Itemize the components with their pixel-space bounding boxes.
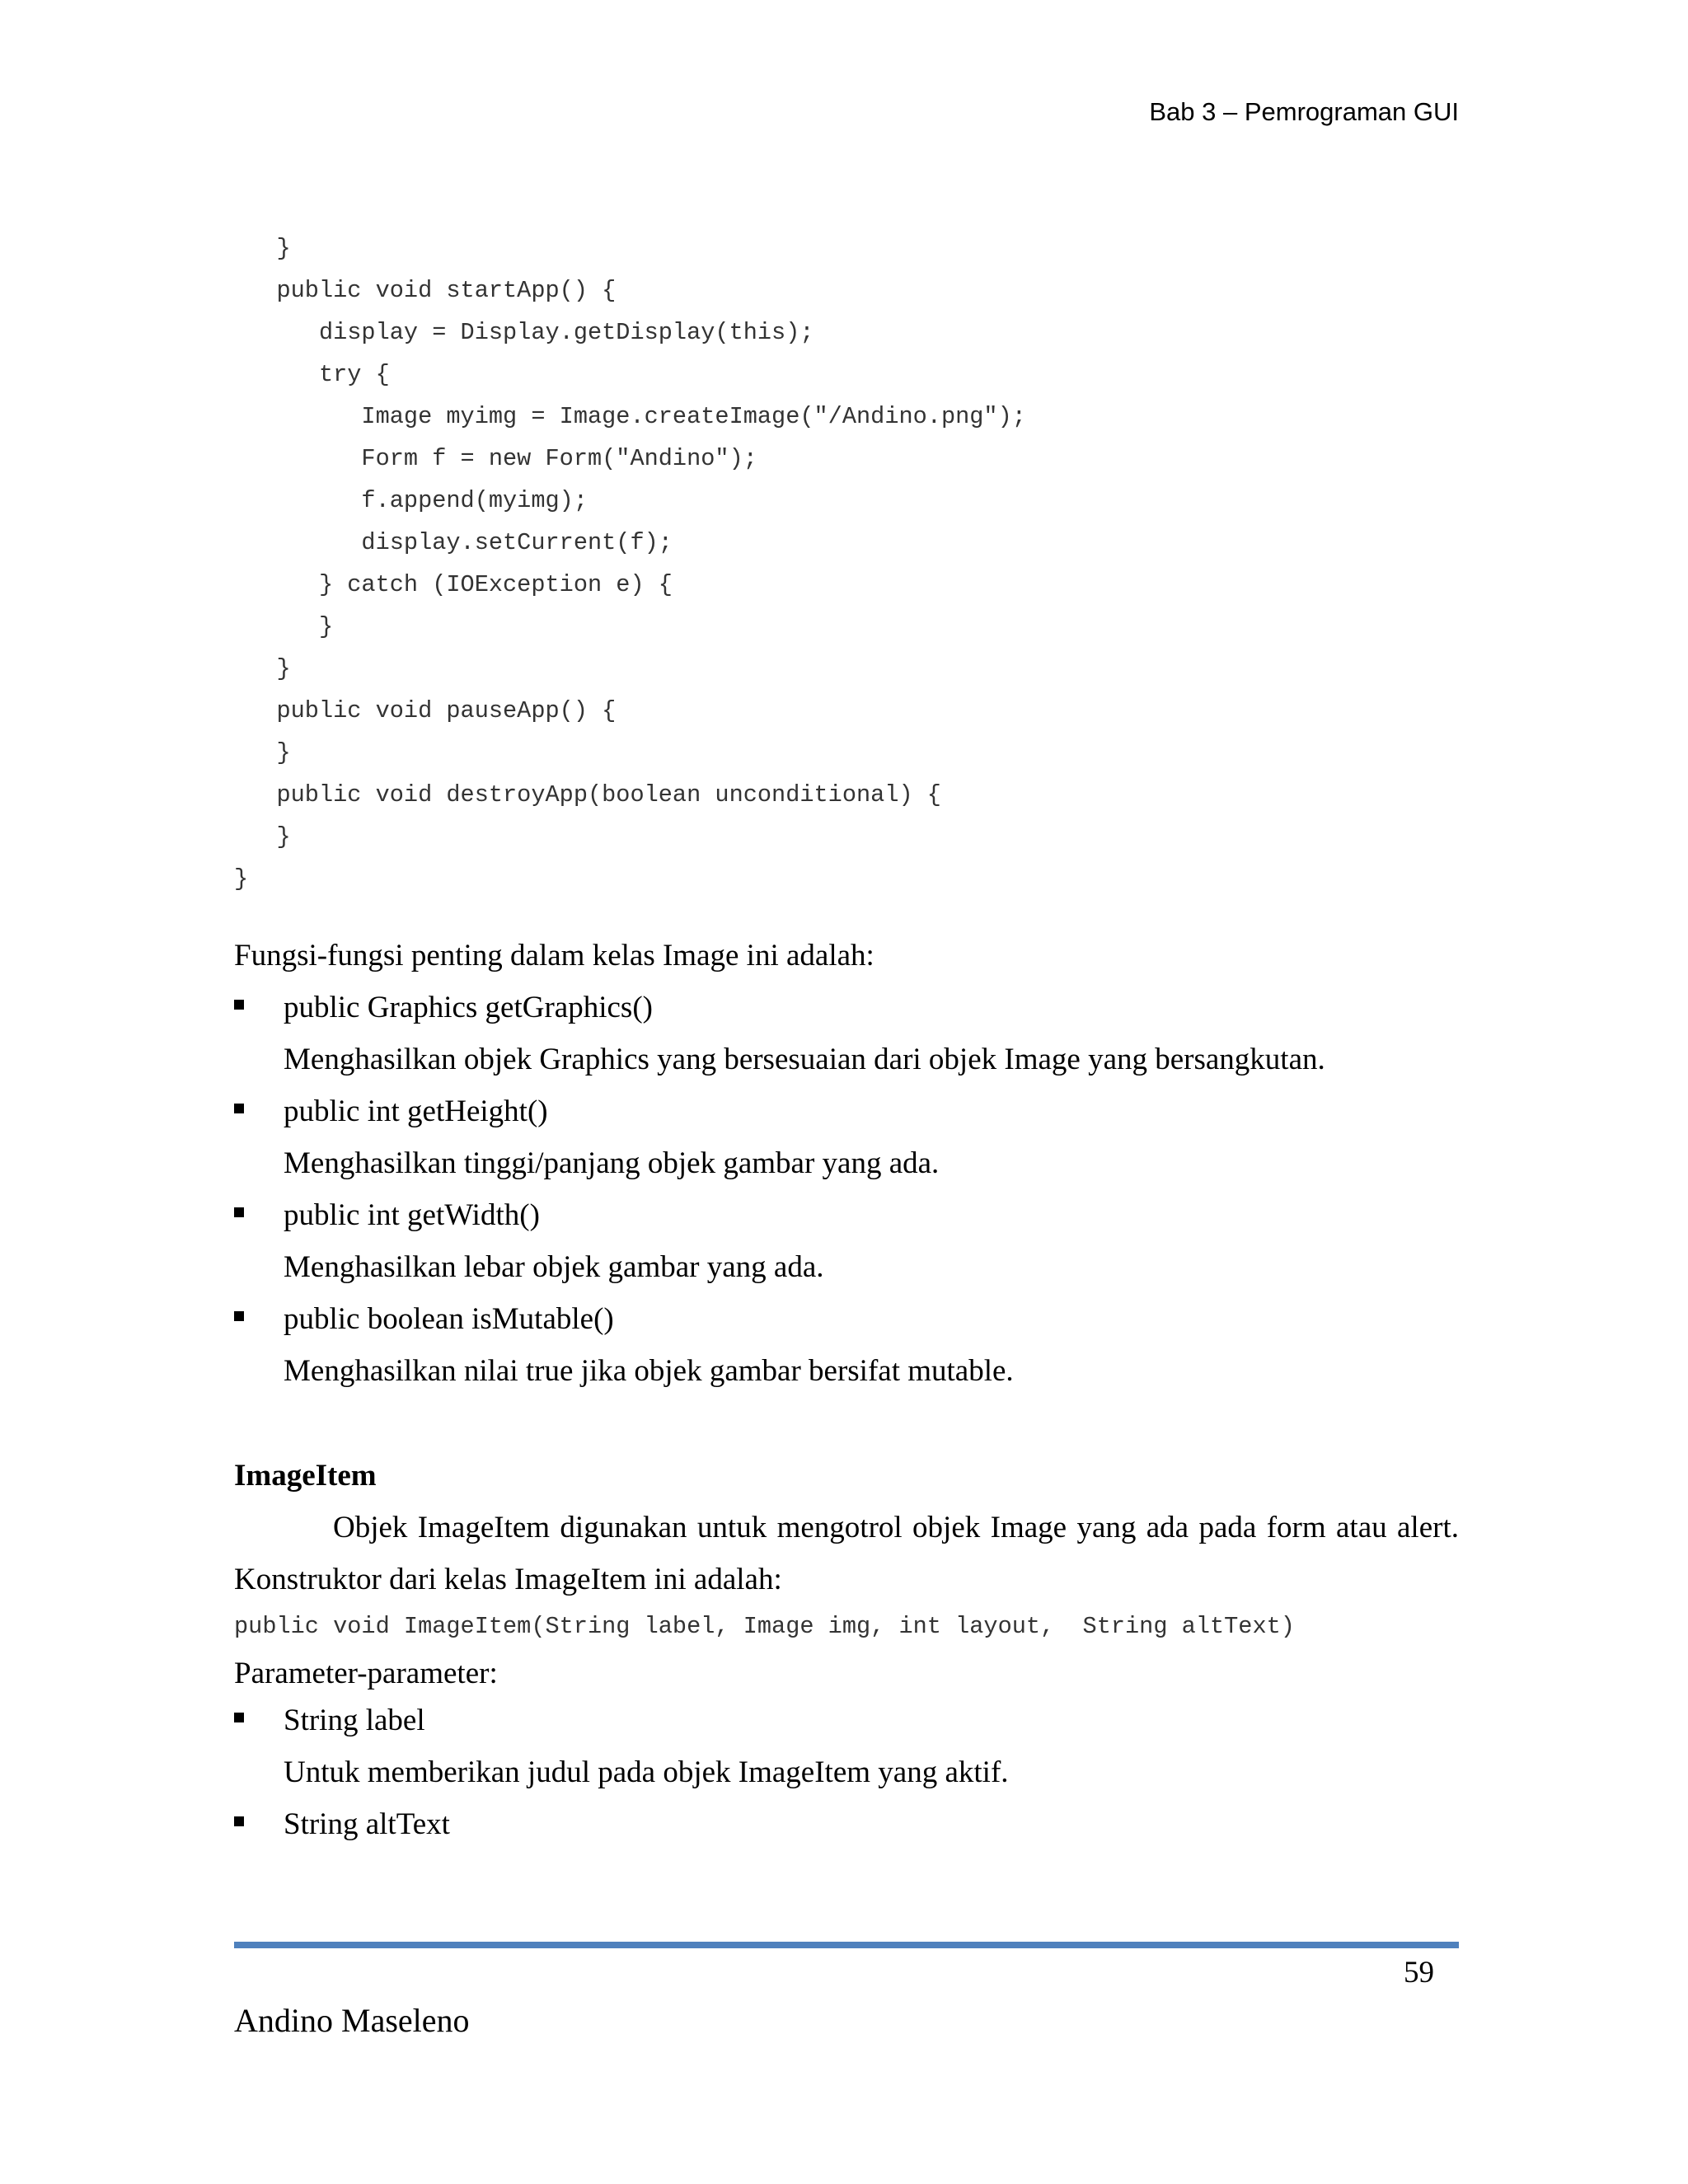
constructor-signature: public void ImageItem(String label, Image img, int layout, String altText) — [234, 1613, 1295, 1640]
code-line: f.append(myimg); — [234, 487, 588, 514]
param-description: Untuk memberikan judul pada objek ImageItem yang aktif. — [284, 1755, 1009, 1789]
functions-intro: Fungsi-fungsi penting dalam kelas Image ini adalah: — [234, 939, 874, 972]
function-signature: public int getWidth() — [284, 1198, 540, 1232]
section-heading: ImageItem — [234, 1459, 377, 1493]
square-bullet-icon — [234, 1816, 244, 1826]
paragraph-line: Objek ImageItem digunakan untuk mengotrol objek Image yang ada pada form atau alert. — [333, 1511, 1459, 1544]
square-bullet-icon — [234, 1713, 244, 1722]
function-description: Menghasilkan tinggi/panjang objek gambar yang ada. — [284, 1146, 940, 1180]
spacer — [234, 1407, 1459, 1460]
params-intro: Parameter-parameter: — [234, 1657, 498, 1690]
function-signature: public Graphics getGraphics() — [284, 991, 653, 1024]
function-description: Menghasilkan objek Graphics yang bersesuaian dari objek Image yang bersangkutan. — [284, 1043, 1325, 1076]
square-bullet-icon — [234, 1000, 244, 1010]
code-line: } catch (IOException e) { — [234, 571, 673, 598]
code-line: Image myimg = Image.createImage("/Andino.png"); — [234, 403, 1026, 430]
list-item — [234, 1199, 1459, 1251]
list-item — [234, 991, 1459, 1043]
code-line: } — [234, 613, 334, 640]
function-signature: public int getHeight() — [284, 1094, 548, 1128]
square-bullet-icon — [234, 1311, 244, 1321]
footer-rule — [234, 1942, 1459, 1948]
code-line: try { — [234, 361, 390, 388]
code-line: public void startApp() { — [234, 277, 617, 304]
code-line: Form f = new Form("Andino"); — [234, 445, 757, 472]
param-name: String label — [284, 1704, 425, 1737]
code-line: } — [234, 655, 291, 682]
code-line: } — [234, 865, 249, 893]
code-line: } — [234, 235, 291, 262]
list-item — [234, 1704, 1459, 1756]
function-description: Menghasilkan lebar objek gambar yang ada. — [284, 1250, 824, 1284]
code-block — [234, 232, 1470, 905]
code-line: public void destroyApp(boolean unconditional) { — [234, 781, 941, 808]
code-line: display = Display.getDisplay(this); — [234, 319, 814, 346]
body-text — [234, 940, 1459, 1860]
list-item — [234, 1303, 1459, 1355]
code-line: } — [234, 823, 291, 851]
list-item — [234, 1095, 1459, 1147]
paragraph-line: Konstruktor dari kelas ImageItem ini adalah: — [234, 1563, 782, 1596]
page-number: 59 — [1404, 1956, 1434, 1990]
code-line: } — [234, 739, 291, 766]
code-line: public void pauseApp() { — [234, 697, 617, 724]
function-signature: public boolean isMutable() — [284, 1302, 614, 1336]
footer-author: Andino Maseleno — [234, 2002, 470, 2039]
list-item — [234, 1808, 1459, 1860]
square-bullet-icon — [234, 1104, 244, 1113]
code-line: display.setCurrent(f); — [234, 529, 673, 556]
param-name: String altText — [284, 1807, 450, 1841]
square-bullet-icon — [234, 1207, 244, 1217]
running-header: Bab 3 – Pemrograman GUI — [1149, 97, 1459, 126]
function-description: Menghasilkan nilai true jika objek gambar bersifat mutable. — [284, 1354, 1014, 1388]
